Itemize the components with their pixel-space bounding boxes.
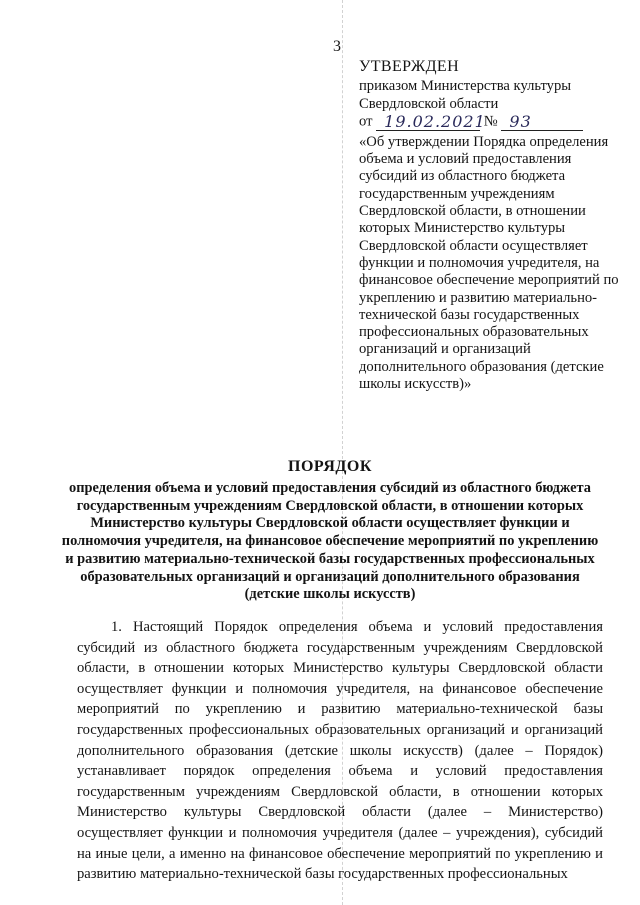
decree-title: «Об утверждении Порядка определения объема и условий предоставления субсидий из областного бюджета государственным учреждениям Свердловской области, в отношении которых Министерство культуры Свердловской области осуществляет функции и полномочия учредителя, на финансовое обеспечение мероприятий по укреплению и развитию материально-технической базы государственных профессиональных образовательных организаций и организаций дополнительного образования (детские школы искусств)» xyxy=(359,133,619,393)
approval-date-line xyxy=(359,113,621,131)
document-heading xyxy=(60,458,600,604)
date-prefix: от xyxy=(359,113,373,130)
page-number: 3 xyxy=(333,38,341,55)
approval-line-1: приказом Министерства культуры xyxy=(359,78,572,95)
heading-title: ПОРЯДОК xyxy=(288,458,372,475)
date-field xyxy=(376,111,486,131)
handwritten-number: 93 xyxy=(509,111,532,131)
approval-stamp xyxy=(359,58,621,393)
number-prefix: № xyxy=(483,113,498,130)
approval-title: УТВЕРЖДЕН xyxy=(359,58,460,75)
handwritten-date: 19.02.2021 xyxy=(384,111,486,131)
number-field xyxy=(501,113,583,131)
body-paragraph-1: 1. Настоящий Порядок определения объема и условий предоставления субсидий из областного бюджета государственным учреждениям Свердловской области, в отношении которых Министерство культуры Свердловской области осуществляет функции и полномочия учредителя, на финансовое обеспечение мероприятий по укреплению и развитию материально-технической базы государственных профессиональных образовательных организаций и организаций дополнительного образования (детские школы искусств) (далее – Порядок) устанавливает порядок определения объема и условий предоставления государственным учреждениям Свердловской области, в отношении которых Министерство культуры Свердловской области (далее – Министерство) осуществляет функции и полномочия учредителя (далее – учреждения), субсидий на иные цели, а именно на финансовое обеспечение мероприятий по укреплению и развитию материально-технической базы государственных профессиональных xyxy=(77,619,603,883)
approval-line-2: Свердловской области xyxy=(359,95,499,112)
heading-subtitle: определения объема и условий предоставления субсидий из областного бюджета государственным учреждениям Свердловской области, в отношении которых Министерство культуры Свердловской области осуществляет функции и полномочия учредителя, на финансовое обеспечение мероприятий по укреплению и развитию материально-технической базы государственных профессиональных образовательных организаций и организаций дополнительного образования (детские школы искусств) xyxy=(61,480,599,603)
